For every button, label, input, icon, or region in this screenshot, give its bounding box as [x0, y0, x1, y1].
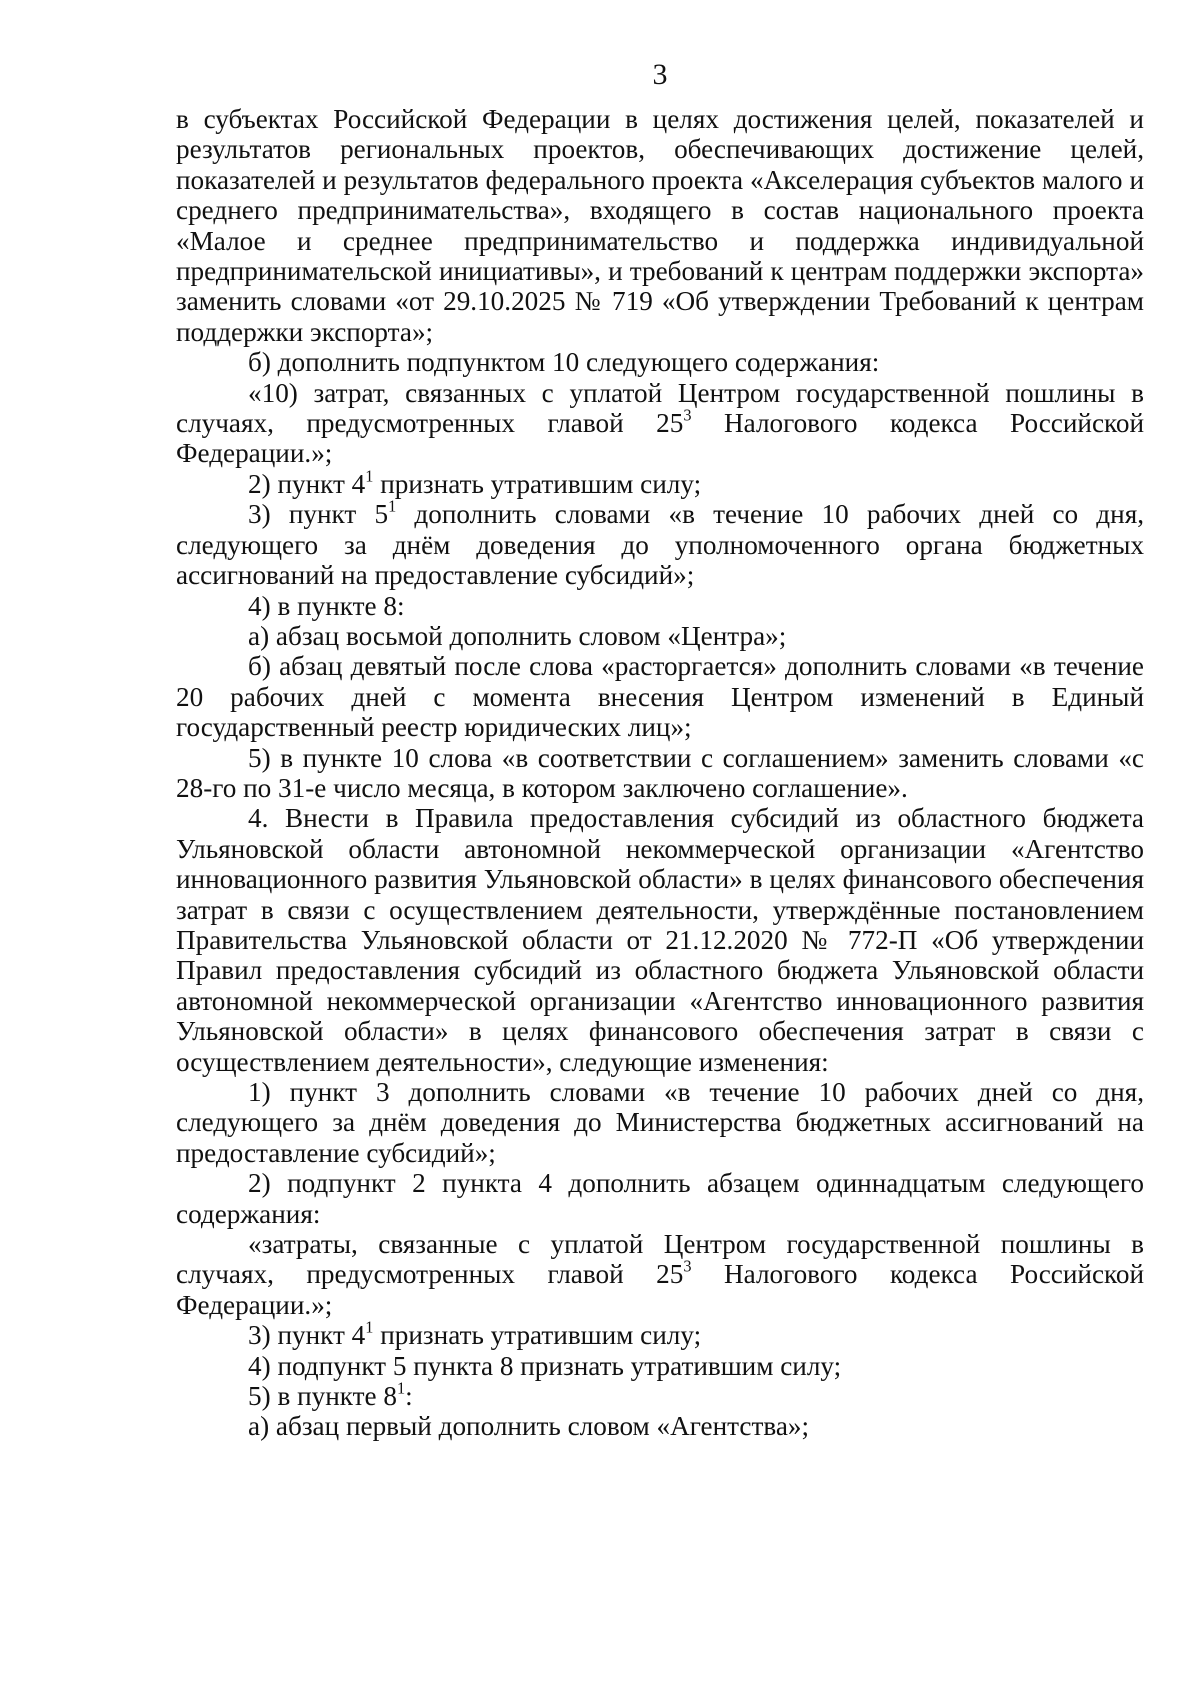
paragraph-text: «10) затрат, связанных с уплатой Центром государственной пошлины в случаях, предусмотренных главой 25	[176, 377, 1144, 439]
paragraph-text: 4) подпункт 5 пункта 8 признать утратившим силу;	[248, 1350, 842, 1381]
paragraph-text: дополнить словами «в течение 10 рабочих дней со дня, следующего за днём доведения до уполномоченного органа бюджетных ассигнований на предоставление субсидий»;	[176, 499, 1144, 591]
paragraph-text: 4. Внести в Правила предоставления субсидий из областного бюджета Ульяновской области автономной некоммерческой организации «Агентство инновационного развития Ульяновской области» в целях финансового обеспечения затрат в связи с осуществлением деятельности, утверждённые постановлением Правительства Ульяновской области от 21.12.2020 № 772-П «Об утверждении Правил предоставления субсидий из областного бюджета Ульяновской области автономной некоммерческой организации «Агентство инновационного развития Ульяновской области» в целях финансового обеспечения затрат в связи с осуществлением деятельности», следующие изменения:	[176, 803, 1144, 1077]
paragraph-text: в субъектах Российской Федерации в целях достижения целей, показателей и результатов региональных проектов, обеспечивающих достижение целей, показателей и результатов федерального проекта «Акселерация субъектов малого и среднего предпринимательства», входящего в состав национального проекта «Малое и среднее предпринимательство и поддержка индивидуальной предпринимательской инициативы», и требований к центрам поддержки экспорта» заменить словами «от 29.10.2025 № 719 «Об утверждении Требований к центрам поддержки экспорта»;	[176, 104, 1144, 347]
paragraph	[176, 743, 1144, 804]
paragraph	[176, 1351, 1144, 1381]
superscript: 3	[683, 405, 692, 425]
paragraph-text: Налогового кодекса Российской Федерации.»;	[176, 1259, 1144, 1320]
document-body	[176, 104, 1144, 1442]
superscript: 1	[388, 496, 397, 516]
paragraph-text: б) абзац девятый после слова «расторгается» дополнить словами «в течение 20 рабочих дней с момента внесения Центром изменений в Единый государственный реестр юридических лиц»;	[176, 651, 1144, 743]
paragraph	[176, 1378, 1144, 1412]
paragraph	[176, 1229, 1144, 1320]
paragraph-text: :	[405, 1381, 413, 1412]
page-number: 3	[652, 58, 668, 91]
superscript: 1	[396, 1378, 406, 1398]
paragraph-text: 3) пункт 4	[248, 1320, 366, 1351]
paragraph	[176, 378, 1144, 469]
paragraph-text: «затраты, связанные с уплатой Центром государственной пошлины в случаях, предусмотренных главой 25	[176, 1229, 1144, 1290]
paragraph-text: признать утратившим силу;	[373, 1320, 702, 1351]
paragraph	[176, 1411, 1144, 1441]
paragraph-text: 1) пункт 3 дополнить словами «в течение 10 рабочих дней со дня, следующего за днём доведения до Министерства бюджетных ассигнований на предоставление субсидий»;	[176, 1077, 1144, 1168]
paragraph	[176, 347, 1144, 377]
paragraph	[176, 466, 1144, 499]
paragraph	[176, 496, 1144, 591]
paragraph-text: 5) в пункте 8	[248, 1381, 397, 1412]
paragraph	[176, 651, 1144, 742]
paragraph-text: признать утратившим силу;	[373, 468, 702, 499]
paragraph	[176, 621, 1144, 651]
paragraph	[176, 1077, 1144, 1168]
paragraph-text: а) абзац восьмой дополнить словом «Центра»;	[248, 620, 787, 651]
paragraph-text: 4) в пункте 8:	[248, 590, 405, 621]
paragraph-text: Налогового кодекса Российской Федерации.»;	[176, 408, 1144, 469]
paragraph-text: 2) пункт 4	[248, 468, 366, 499]
paragraph-text: 2) подпункт 2 пункта 4 дополнить абзацем одиннадцатым следующего содержания:	[176, 1168, 1144, 1229]
paragraph	[176, 591, 1144, 621]
paragraph-text: 3) пункт 5	[248, 499, 389, 530]
paragraph	[176, 1317, 1144, 1351]
paragraph-text: 5) в пункте 10 слова «в соответствии с соглашением» заменить словами «с 28-го по 31-е число месяца, в котором заключено соглашение».	[176, 742, 1144, 803]
superscript: 3	[683, 1257, 692, 1277]
superscript: 1	[365, 1317, 374, 1337]
paragraph-text: а) абзац первый дополнить словом «Агентства»;	[248, 1411, 810, 1442]
superscript: 1	[365, 466, 374, 486]
paragraph	[176, 1168, 1144, 1229]
paragraph	[176, 104, 1144, 347]
paragraph	[176, 803, 1144, 1077]
paragraph-text: б) дополнить подпунктом 10 следующего содержания:	[248, 347, 880, 378]
